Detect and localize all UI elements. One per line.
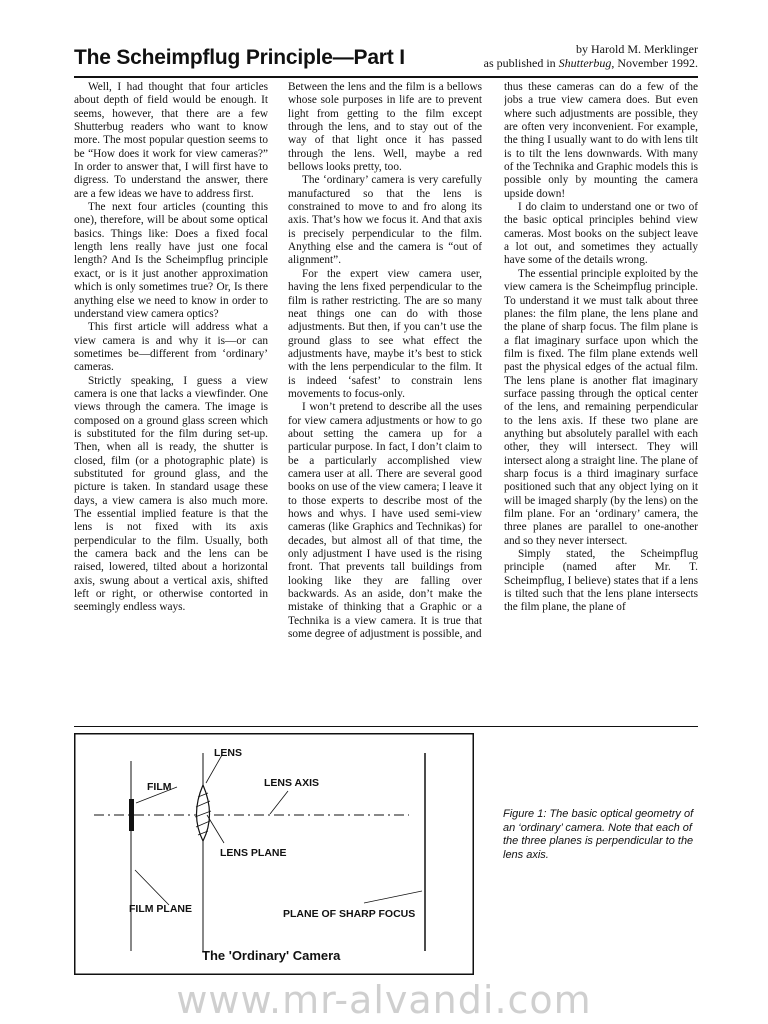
text-column-3 [504, 81, 698, 723]
paragraph: thus these cameras can do a few of the jobs a true view camera does. But even where such adjustments are possible, they are often very inconvenient. For example, the thing I usually want to do with lens tilt is to tilt the lens downwards. With many of the Technika and Graphic models this is possible only by mounting the camera upside down! [504, 81, 698, 200]
paragraph: The next four articles (counting this one), therefore, will be about some optical basics. Things like: Does a fixed focal length lens really have just one focal length? And Is the Scheimpflug principle exact, or is it just another approximation which is only sometimes true? Or, Is there anything else we need to know in order to understand view camera optics? [74, 201, 268, 320]
paragraph: This first article will address what a view camera is and why it is—or can sometimes be—different from ‘ordinary’ cameras. [74, 321, 268, 374]
label-film: FILM [147, 781, 172, 793]
focus-plane-leader [364, 891, 422, 903]
film-plane-leader [135, 870, 169, 905]
paragraph: I won’t pretend to describe all the uses for view camera adjustments or how to go about setting the camera up for a particular purpose. In fact, I don’t claim to be a particularly accomplished view camera user at all. There are several good books on use of the view camera; I leave it to those experts to describe most of the hows and whys. I have used semi-view cameras (like Graphics and Technikas) for decades, but almost all of that time, the only adjustment I have used is the rising front. That prevents tall buildings from looking like they are falling over backwards. As an aside, don’t make the mistake of thinking that a Graphic or a Technika is a view camera. It is true that some degree of adjustment is possible, and [288, 401, 482, 641]
text-column-1 [74, 81, 268, 723]
paragraph: Well, I had thought that four articles about depth of field would be enough. It seems, however, that there are a few Shutterbug readers who want to know more. The most popular question seems to be “How does it work for view cameras?” In order to answer that, I will first have to digress. To understand the answer, there are a few ideas we have to address first. [74, 81, 268, 200]
magazine-name: Shutterbug [558, 56, 612, 70]
label-film-plane: FILM PLANE [129, 903, 192, 915]
paragraph: Between the lens and the film is a bellows whose sole purposes in life are to prevent light from getting to the film except through the lens, and to stay out of the way of that light once it has passed through the lens. Well, maybe a red bellows looks pretty, too. [288, 81, 482, 174]
figure-title: The 'Ordinary' Camera [202, 948, 341, 963]
figure-separator-rule [74, 726, 698, 727]
lens-leader [206, 755, 222, 783]
watermark: www.mr-alvandi.com [176, 978, 592, 1022]
label-plane-of-sharp-focus: PLANE OF SHARP FOCUS [283, 908, 416, 920]
figure-caption: Figure 1: The basic optical geometry of an ‘ordinary’ camera. Note that each of the three planes is perpendicular to the lens axis. [503, 808, 694, 861]
text-column-2 [288, 81, 482, 723]
paragraph: The ‘ordinary’ camera is very carefully manufactured so that the lens is constrained to move to and fro along its axis. That’s how we focus it. And that axis is precisely perpendicular to the film. Anything else and the camera is “out of alignment”. [288, 174, 482, 267]
header-rule [74, 76, 698, 78]
published-prefix: as published in [483, 56, 559, 70]
paragraph: Simply stated, the Scheimpflug principle (named after Mr. T. Scheimpflug, I believe) states that if a lens is tilted such that the lens plane intersects the film plane, the plane of [504, 548, 698, 614]
label-lens: LENS [214, 747, 243, 759]
author: by Harold M. Merklinger [576, 42, 698, 56]
paragraph: I do claim to understand one or two of the basic optical principles behind view cameras. Most books on the subject leave a lot out, and sometimes they actually have some of the details wrong. [504, 201, 698, 267]
label-lens-plane: LENS PLANE [220, 847, 287, 859]
lens-axis-leader [270, 791, 288, 814]
published-date: , November 1992. [611, 56, 698, 70]
article-body [74, 81, 698, 723]
paragraph: For the expert view camera user, having the lens fixed perpendicular to the film is rather restricting. The are so many neat things one can do with those adjustments. But then, if you can’t use the ground glass to see what effect the adjustments have, maybe it’s best to stick with the lens perpendicular to the film. It is indeed ‘safest’ to constrain lens movements to focus-only. [288, 267, 482, 400]
article-title: The Scheimpflug Principle—Part I [74, 46, 405, 69]
label-lens-axis: LENS AXIS [264, 777, 320, 789]
lens-plane-leader [207, 815, 224, 843]
paragraph: Strictly speaking, I guess a view camera is one that lacks a viewfinder. One views through the camera. The image is composed on a ground glass screen which is substituted for the film during set-up. Then, when all is ready, the shutter is closed, film (or a photographic plate) is substituted for ground glass, and the picture is taken. In standard usage these days, a view camera is also much more. The essential implied feature is that the lens is not fixed with its axis perpendicular to the film. Usually, both the camera back and the lens can be raised, lowered, tilted about a horizontal axis, swung about a vertical axis, shifted left or right, or otherwise contorted in seemingly endless ways. [74, 374, 268, 614]
figure-1 [74, 733, 474, 975]
article-header [74, 40, 698, 76]
byline [484, 42, 698, 70]
film-rect [129, 799, 134, 831]
paragraph: The essential principle exploited by the view camera is the Scheimpflug principle. To understand it we must talk about three planes: the film plane, the lens plane and the plane of sharp focus. The film plane is a flat imaginary surface upon which the film is fixed. The film plane extends well past the physical edges of the actual film. The lens plane is another flat imaginary surface passing through the optical center of the lens, and remaining perpendicular to the lens axis. If these two plane are anything but absolutely parallel with each other, they will intersect. They will intersect along a straight line. The plane of sharp focus is a third imaginary surface positioned such that any object lying on it will be imaged sharply (by the lens) on the film plane. For an ‘ordinary’ camera, the three planes are parallel to one-another and so they never intersect. [504, 267, 698, 547]
ordinary-camera-diagram [74, 733, 474, 975]
publication-line [484, 56, 698, 70]
